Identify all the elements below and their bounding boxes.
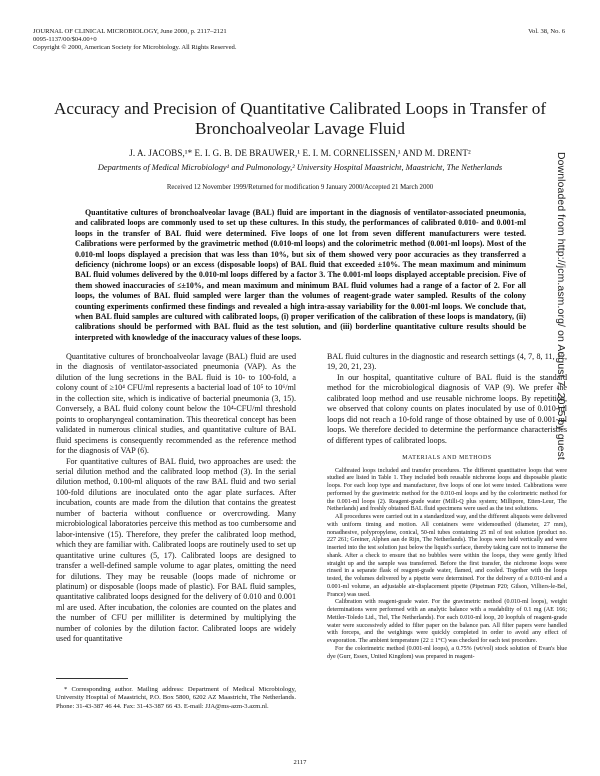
methods-paragraph: All procedures were carried out in a standardized way, and the different aliquots were delivered with uniform timing and motion. All containers were widemouthed (diameter, 27 mm), nonadhesive, polypropylene, conical, 50-ml tubes containing 25 ml of test solution (product no. 227 261; Greiner, Alphen aan de Rijn, The Netherlands). The loops were held vertically and were inserted into the test solution just below the liquid's surface, thereby taking care not to immerse the shank. After a check to ensure that no bubbles were within the loops, they were gently lifted straight up and the sample was transferred. Before the first transfer, the nichrome loops were rinsed in a separate flask of reagent-grade water, flamed, and cooled. Together with the loops tested, the volumes delivered by a pipette were determined. For the delivery of a 0.010-ml and a 0.001-ml volume, an adjustable air-displacement pipette (Pipetman P20; Gilson, Villiers-le-Bel, France) was used. <box>327 514 567 598</box>
journal-citation: JOURNAL OF CLINICAL MICROBIOLOGY, June 2000, p. 2117–2121 <box>33 28 227 35</box>
methods-paragraph: Calibrated loops included and transfer procedures. The different quantitative loops that were studied are listed in Table 1. They included both reusable nichrome loops and disposable plastic loops. For each loop type and manufacturer, five loops of one lot were tested. Calibrations were performed by the gravimetric method for the 0.010-ml loops and by the colorimetric method for the 0.001-ml loops (2). Reagent-grade water (Milli-Q plus system; Millipore, Etten-Leur, The Netherlands) and freshly obtained BAL fluid specimens were used as the test solutions. <box>327 467 567 513</box>
methods-text <box>327 468 567 662</box>
right-column <box>327 352 567 661</box>
received-dates: Received 12 November 1999/Returned for modification 9 January 2000/Accepted 21 March 2000 <box>166 184 434 191</box>
page-number: 2117 <box>293 759 307 766</box>
running-header <box>33 28 236 53</box>
intro-paragraph: In our hospital, quantitative culture of BAL fluid is the standard method for the microbiological diagnosis of VAP (9). We prefer the calibrated loop method and use reusable nichrome loops. By repetition, we observed that colony counts on plates inoculated by use of 0.010-ml loops did not reach a 10-fold range of those obtained by use of 0.001-ml loops. We therefore decided to determine the performance characteristics of different types of calibrated loops. <box>327 372 567 445</box>
corresponding-author-footnote: * Corresponding author. Mailing address: Department of Medical Microbiology, University Hospital of Maastricht, P.O. Box 5800, 6202 AZ Maastricht, The Netherlands. Phone: 31-43-387 46 44. Fax: 31-43-387 66 43. E-mail: JJA@ms-azm-3.azm.nl. <box>56 686 296 710</box>
intro-paragraph: BAL fluid cultures in the diagnostic and research settings (4, 7, 8, 11, 12, 19, 20, 21, 23). <box>327 352 567 372</box>
copyright: Copyright © 2000, American Society for Microbiology. All Rights Reserved. <box>33 44 237 52</box>
left-column <box>56 352 296 645</box>
issn: 0095-1137/00/$04.00+0 <box>33 36 97 44</box>
volume-info: Vol. 38, No. 6 <box>528 28 565 35</box>
intro-paragraph: For quantitative cultures of BAL fluid, two approaches are used: the serial dilution method and the calibrated loop method (3). In the serial dilution method, 0.100-ml aliquots of the raw BAL fluid and two serial 100-fold dilutions are inoculated onto the agar plate surfaces. After incubation, counts are made from the dilution that contains the greatest number of bacteria without confluence or overcrowding. Many microbiological laboratories perceive this method as too cumbersome and labor-intensive (15). Therefore, they prefer the calibrated loop method, which they are familiar with. Calibrated loops are routinely used to set up quantitative urine cultures (5, 17). Calibrated loops are designed to transfer a well-defined sample volume to agar plates, omitting the need for dilutions. They may be reusable (loops made of nichrome or platinum) or disposable (loops made of plastic). For BAL fluid samples, quantitative calibrated loops designed for the delivery of 0.010 and 0.001 ml are used. After incubation, the colonies are counted on the plates and the number of CFU per milliliter is determined by multiplying the number of colonies by the dilution factor. Calibrated loops are widely used for quantitative <box>56 456 296 644</box>
section-heading: MATERIALS AND METHODS <box>402 455 492 462</box>
intro-paragraph: Quantitative cultures of bronchoalveolar lavage (BAL) fluid are used in the diagnosis of ventilator-associated pneumonia (VAP). As the dilution of the lung secretions in the BAL fluid is 10- to 100-fold, a colony count of ≥10⁴ CFU/ml represents a bacterial load of 10⁵ to 10⁶/ml in the collection site, which is indicative of bacterial pneumonia (3, 15). Conversely, a BAL fluid colony count below the 10⁴-CFU/ml threshold points to oropharyngeal contamination. This theoretical concept has been validated in numerous clinical studies, and quantitative culture of BAL fluid specimens is consequently recommended as the reference method for the diagnosis of VAP (6). <box>56 352 296 456</box>
methods-paragraph: Calibration with reagent-grade water. For the gravimetric method (0.010-ml loops), weight determinations were performed with an analytic balance with a readability of 0.1 mg (AE 166; Mettler-Toledo Ltd., Tiel, The Netherlands). For each 0.010-ml loop, 20 loopfuls of reagent-grade water were successively added to filter paper on the balance pan. All filter papers were handled with forceps, and the weighings were quickly completed in order to avoid any effect of evaporation. The ambient temperature (22 ± 1°C) was checked for each test procedure. <box>327 599 567 645</box>
download-watermark: Downloaded from http://jcm.asm.org/ on August 7, 2015 by guest <box>555 152 566 460</box>
affiliations: Departments of Medical Microbiology¹ and Pulmonology,² University Hospital Maastricht, Maastricht, The Netherlands <box>97 163 503 172</box>
article-title: Accuracy and Precision of Quantitative Calibrated Loops in Transfer of Bronchoalveolar Lavage Fluid <box>53 99 547 138</box>
author-list: J. A. JACOBS,¹* E. I. G. B. DE BRAUWER,¹ E. I. M. CORNELISSEN,¹ AND M. DRENT² <box>129 148 471 158</box>
abstract: Quantitative cultures of bronchoalveolar lavage (BAL) fluid are important in the diagnosis of ventilator-associated pneumonia, and calibrated loops are commonly used to set up these cultures. In this study, the performances of calibrated 0.010- and 0.001-ml loops in the transfer of BAL fluid were determined. Five loops of one lot from seven different manufacturers were tested. Calibrations were performed by the gravimetric method (0.010-ml loops) and the colorimetric method (0.001-ml loops). Most of the 0.010-ml loops displayed a precision that was less than 10%, but six of them showed very poor accuracies as they transferred a deficiency (nichrome loops) or an excess (disposable loops) of BAL fluid that exceeded ±10%. The mean maximum and minimum BAL fluid volumes delivered by the 0.010-ml loops differed by a factor 3. The 0.001-ml loops displayed acceptable precision. Five of them showed inaccuracies of ≤±10%, and mean maximum and minimum BAL fluid volumes had a range of a factor of 2. For all loops, the volumes of BAL fluid sampled were larger than the volumes of reagent-grade water sampled. Results of the colony counting experiments confirmed these findings and revealed a high intra-assay variability for the 0.001-ml loops. We conclude that, when BAL fluid samples are cultured with calibrated loops, (i) proper verification of the calibration of these loops is mandatory, (ii) calibrations should be performed with BAL fluid as the test solution, and (iii) borderline quantitative culture results should be interpreted with knowledge of the inaccuracy values of these loops. <box>75 208 526 342</box>
footnote-divider <box>56 678 128 679</box>
methods-paragraph: For the colorimetric method (0.001-ml loops), a 0.75% (wt/vol) stock solution of Evan's blue dye (Gurr, Essex, United Kingdom) was prepared in reagent- <box>327 645 567 660</box>
